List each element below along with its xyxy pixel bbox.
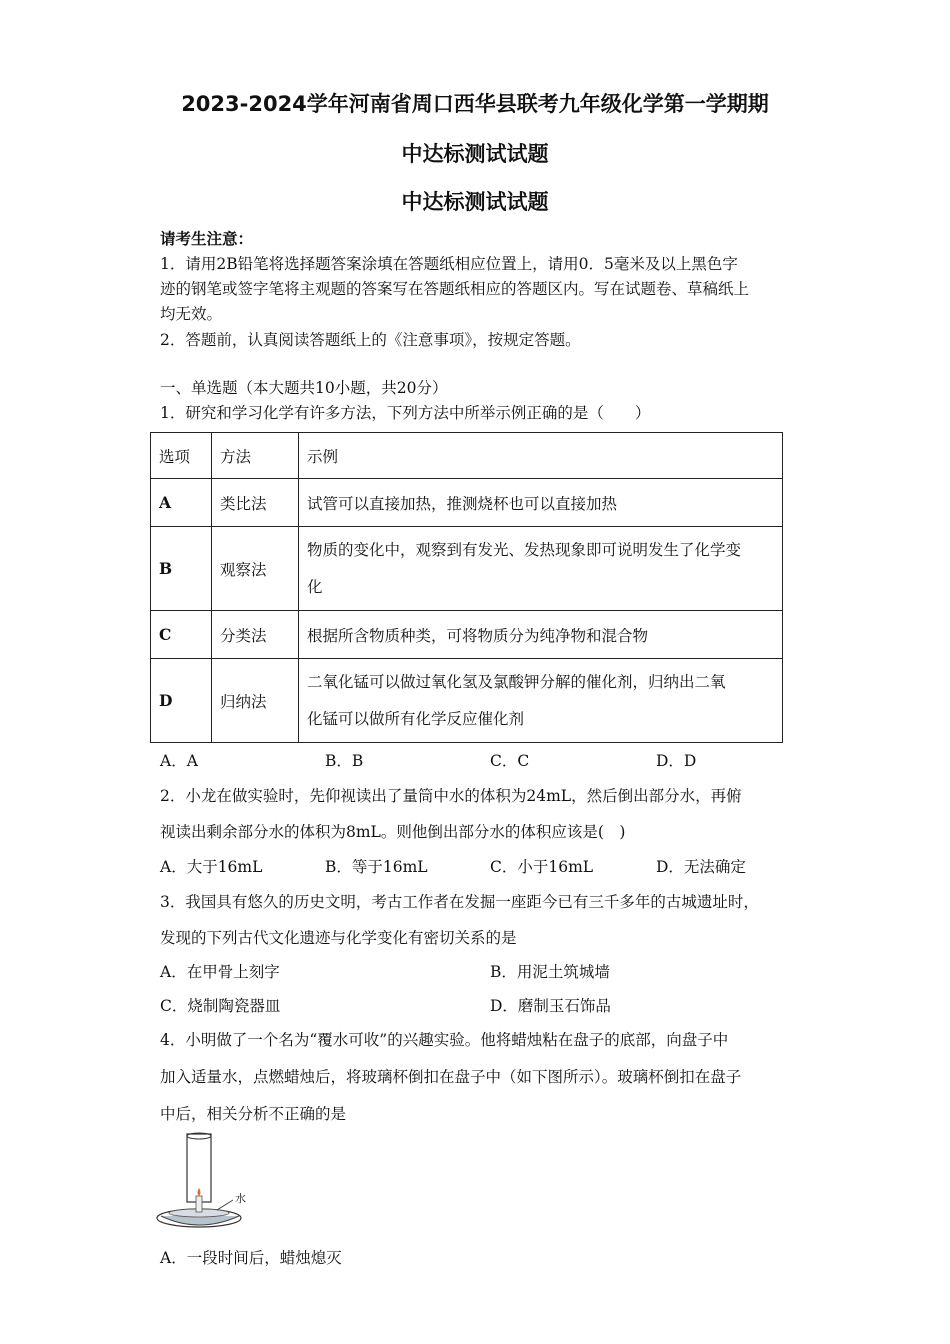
q1-option-a[interactable]: A．A <box>160 752 198 770</box>
table-cell-example <box>299 479 783 527</box>
table-cell-example <box>299 611 783 659</box>
table-cell-option: C <box>151 611 212 659</box>
q2-stem-line-2: 视读出剩余部分水的体积为8mL。则他倒出部分水的体积应该是( ) <box>160 823 626 841</box>
candle-experiment-figure <box>155 1130 250 1240</box>
q1-table <box>150 432 783 743</box>
table-cell-option: A <box>151 479 212 527</box>
candle <box>196 1196 202 1212</box>
q2-option-c[interactable]: C．小于16mL <box>490 858 594 876</box>
example-line: 试管可以直接加热，推测烧杯也可以直接加热 <box>307 494 618 513</box>
q4-stem-line-2: 加入适量水，点燃蜡烛后，将玻璃杯倒扣在盘子中（如下图所示）。玻璃杯倒扣在盘子 <box>160 1068 742 1086</box>
water-label: 水 <box>235 1192 246 1205</box>
example-line: 二氧化锰可以做过氧化氢及氯酸钾分解的催化剂，归纳出二氧 <box>307 672 726 691</box>
table-cell-example <box>299 527 783 611</box>
q2-option-b[interactable]: B．等于16mL <box>325 858 428 876</box>
table-cell-option: D <box>151 659 212 743</box>
title-line-2: 中达标测试试题 <box>401 142 549 166</box>
q4-option-a[interactable]: A．一段时间后，蜡烛熄灭 <box>160 1249 342 1267</box>
example-line: 化锰可以做所有化学反应催化剂 <box>307 709 525 728</box>
table-cell-method: 归纳法 <box>212 659 299 743</box>
table-header-cell: 方法 <box>212 433 299 479</box>
notice-item-1-line-3: 均无效。 <box>160 305 223 323</box>
title-line-1: 2023-2024学年河南省周口西华县联考九年级化学第一学期期 <box>181 92 769 116</box>
table-cell-method: 分类法 <box>212 611 299 659</box>
notice-item-1-line-2: 迹的钢笔或签字笔将主观题的答案写在答题纸相应的答题区内。写在试题卷、草稿纸上 <box>160 280 750 298</box>
table-cell-method: 类比法 <box>212 479 299 527</box>
section-heading: 一、单选题（本大题共10小题，共20分） <box>160 379 448 397</box>
q3-stem-line-1: 3．我国具有悠久的历史文明，考古工作者在发掘一座距今已有三千多年的古城遗址时， <box>160 893 759 911</box>
table-header-row <box>151 433 783 479</box>
q3-option-b[interactable]: B．用泥土筑城墙 <box>490 963 610 981</box>
q2-stem-line-1: 2．小龙在做实验时，先仰视读出了量筒中水的体积为24mL，然后倒出部分水，再俯 <box>160 787 742 805</box>
table-row <box>151 527 783 611</box>
q3-option-a[interactable]: A．在甲骨上刻字 <box>160 963 280 981</box>
example-line: 物质的变化中，观察到有发光、发热现象即可说明发生了化学变 <box>307 540 742 559</box>
q1-option-b[interactable]: B．B <box>325 752 364 770</box>
candle-flame <box>198 1188 201 1196</box>
table-row <box>151 479 783 527</box>
table-cell-option: B <box>151 527 212 611</box>
table-cell-example <box>299 659 783 743</box>
q1-option-c[interactable]: C．C <box>490 752 530 770</box>
title-line-3: 中达标测试试题 <box>401 190 549 214</box>
q3-option-d[interactable]: D．磨制玉石饰品 <box>490 997 611 1015</box>
q2-option-a[interactable]: A．大于16mL <box>160 858 263 876</box>
q3-stem-line-2: 发现的下列古代文化遗迹与化学变化有密切关系的是 <box>160 929 517 947</box>
notice-item-1-line-1: 1．请用2B铅笔将选择题答案涂填在答题纸相应位置上，请用0．5毫米及以上黑色字 <box>160 255 738 273</box>
label-pointer <box>217 1200 233 1210</box>
table-cell-method: 观察法 <box>212 527 299 611</box>
table-row <box>151 659 783 743</box>
example-line: 根据所含物质种类，可将物质分为纯净物和混合物 <box>307 626 649 645</box>
notice-heading: 请考生注意： <box>160 229 254 248</box>
q4-stem-line-1: 4．小明做了一个名为“覆水可收”的兴趣实验。他将蜡烛粘在盘子的底部，向盘子中 <box>160 1031 729 1049</box>
q2-option-d[interactable]: D．无法确定 <box>656 858 746 876</box>
table-header-cell: 选项 <box>151 433 212 479</box>
table-row <box>151 611 783 659</box>
q1-option-d[interactable]: D．D <box>656 752 697 770</box>
q1-stem: 1．研究和学习化学有许多方法，下列方法中所举示例正确的是（ ） <box>160 404 651 422</box>
q4-stem-line-3: 中后，相关分析不正确的是 <box>160 1105 347 1123</box>
notice-item-2: 2．答题前，认真阅读答题纸上的《注意事项》，按规定答题。 <box>160 331 581 349</box>
example-line: 化 <box>307 577 323 596</box>
q3-option-c[interactable]: C．烧制陶瓷器皿 <box>160 997 281 1015</box>
table-header-cell: 示例 <box>299 433 783 479</box>
